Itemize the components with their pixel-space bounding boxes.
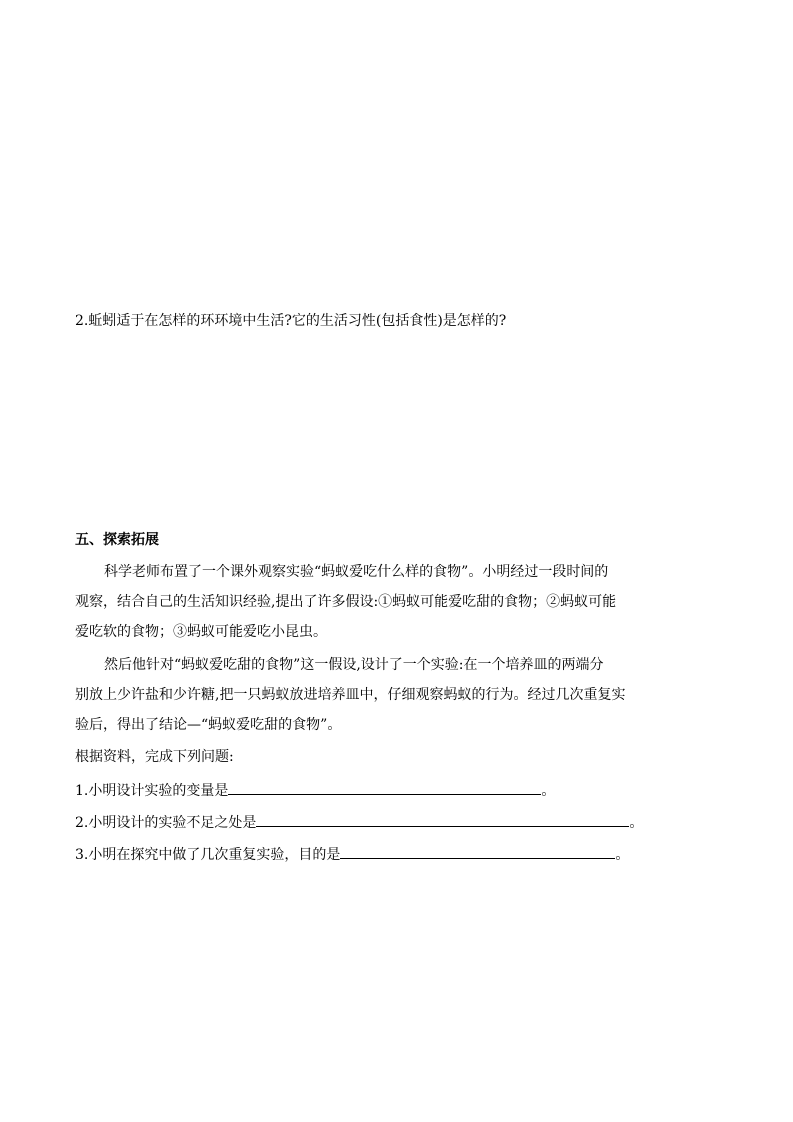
section-heading-text: 五、探索拓展	[75, 532, 159, 548]
question-row-3	[75, 843, 629, 865]
question-2-text: 2.蚯蚓适于在怎样的环环境中生活?它的生活习性(包括食性)是怎样的?	[75, 313, 507, 329]
answer-blank-2[interactable]	[256, 811, 629, 827]
instruction	[75, 747, 234, 767]
question-3-text: 3.小明在探究中做了几次重复实验，目的是	[75, 847, 341, 863]
question-row-2	[75, 811, 643, 833]
question-3-end: 。	[615, 847, 630, 863]
paragraph-2-line-3	[75, 715, 341, 735]
paragraph-1-line-3	[75, 622, 327, 642]
question-2-end: 。	[629, 815, 644, 831]
question-2	[75, 311, 506, 331]
section-heading	[75, 530, 159, 550]
instruction-text: 根据资料，完成下列问题:	[75, 749, 234, 765]
paragraph-2-line-3-text: 验后，得出了结论—“蚂蚁爱吃甜的食物”。	[75, 717, 342, 733]
paragraph-2-line-1-text: 然后他针对“蚂蚁爱吃甜的食物”这一假设,设计了一个实验:在一个培养皿的两端分	[104, 657, 604, 673]
paragraph-1-line-2	[75, 592, 616, 612]
paragraph-2-line-1	[104, 655, 603, 675]
answer-blank-3[interactable]	[340, 843, 615, 859]
question-1-end: 。	[541, 783, 556, 799]
paragraph-1-line-2-text: 观察，结合自己的生活知识经验,提出了许多假设:①蚂蚁可能爱吃甜的食物；②蚂蚁可能	[75, 594, 617, 610]
paragraph-1-line-3-text: 爱吃软的食物；③蚂蚁可能爱吃小昆虫。	[75, 624, 327, 640]
question-row-1	[75, 779, 555, 801]
paragraph-2-line-2-text: 别放上少许盐和少许糖,把一只蚂蚁放进培养皿中，仔细观察蚂蚁的行为。经过几次重复实	[75, 687, 626, 703]
paragraph-1-line-1	[104, 562, 608, 582]
question-2-text: 2.小明设计的实验不足之处是	[75, 815, 257, 831]
paragraph-1-line-1-text: 科学老师布置了一个课外观察实验“蚂蚁爱吃什么样的食物”。小明经过一段时间的	[104, 564, 609, 580]
question-1-text: 1.小明设计实验的变量是	[75, 783, 229, 799]
paragraph-2-line-2	[75, 685, 625, 705]
answer-blank-1[interactable]	[228, 779, 541, 795]
